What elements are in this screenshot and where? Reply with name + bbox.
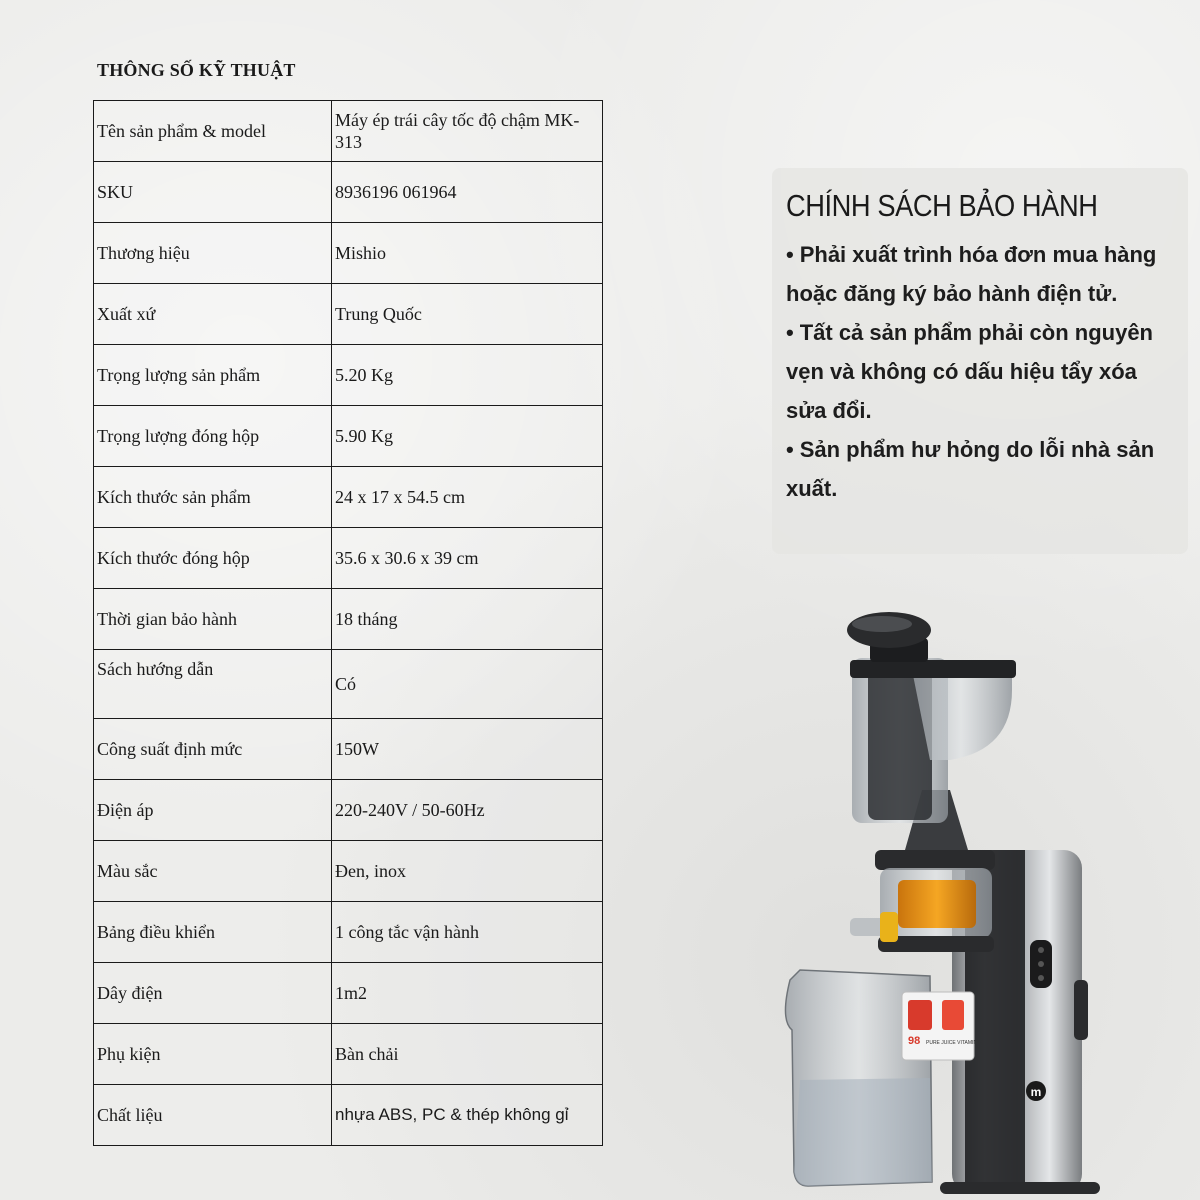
spec-label: Màu sắc: [94, 841, 332, 902]
table-row: [94, 223, 603, 284]
spec-value: 18 tháng: [332, 589, 603, 650]
spec-value: 1m2: [332, 963, 603, 1024]
spec-value: 1 công tắc vận hành: [332, 902, 603, 963]
badge-text: PURE JUICE VITAMINS: [926, 1040, 981, 1046]
table-row: [94, 650, 603, 719]
spec-value: Mishio: [332, 223, 603, 284]
spec-label: Chất liệu: [94, 1085, 332, 1146]
logo-letter: m: [1030, 1085, 1042, 1099]
warranty-item-text: Sản phẩm hư hỏng do lỗi nhà sản xuất.: [786, 437, 1155, 501]
list-item: [786, 313, 1181, 430]
spec-label: Công suất định mức: [94, 719, 332, 780]
spec-value: 5.90 Kg: [332, 406, 603, 467]
warranty-panel: [772, 168, 1188, 554]
spec-value: Bàn chải: [332, 1024, 603, 1085]
table-row: [94, 162, 603, 223]
spec-label: Thời gian bảo hành: [94, 589, 332, 650]
list-item: [786, 235, 1181, 313]
spec-value: 35.6 x 30.6 x 39 cm: [332, 528, 603, 589]
spec-label: Thương hiệu: [94, 223, 332, 284]
bullet: •: [786, 242, 794, 267]
spec-value: 150W: [332, 719, 603, 780]
spec-label: SKU: [94, 162, 332, 223]
warranty-list: [786, 235, 1181, 508]
spec-title: THÔNG SỐ KỸ THUẬT: [97, 60, 296, 80]
spec-label: Tên sản phẩm & model: [94, 101, 332, 162]
spec-label: Điện áp: [94, 780, 332, 841]
badge-number: 98: [908, 1035, 921, 1047]
juicing-bowl: [850, 850, 995, 952]
spec-value: Đen, inox: [332, 841, 603, 902]
table-row: [94, 528, 603, 589]
brand-logo: [1026, 1081, 1046, 1101]
spec-label: Sách hướng dẫn: [94, 650, 332, 719]
control-panel: [1030, 940, 1052, 988]
slow-juicer-image: [780, 600, 1200, 1200]
warranty-item-text: Phải xuất trình hóa đơn mua hàng hoặc đăng ký bảo hành điện tử.: [786, 242, 1157, 306]
spec-label: Trọng lượng sản phẩm: [94, 345, 332, 406]
spec-value: 8936196 061964: [332, 162, 603, 223]
spec-table: [93, 100, 603, 1146]
table-row: [94, 841, 603, 902]
spec-label: Dây điện: [94, 963, 332, 1024]
table-row: [94, 1024, 603, 1085]
spec-label: Trọng lượng đóng hộp: [94, 406, 332, 467]
table-row: [94, 101, 603, 162]
spec-value: 24 x 17 x 54.5 cm: [332, 467, 603, 528]
spec-label: Bảng điều khiển: [94, 902, 332, 963]
table-row: [94, 1085, 603, 1146]
spec-label: Kích thước sản phẩm: [94, 467, 332, 528]
table-row: [94, 345, 603, 406]
spec-label: Phụ kiện: [94, 1024, 332, 1085]
bullet: •: [786, 437, 794, 462]
spec-value: 5.20 Kg: [332, 345, 603, 406]
table-row: [94, 902, 603, 963]
product-badge: [902, 992, 981, 1060]
warranty-item-text: Tất cả sản phẩm phải còn nguyên vẹn và không có dấu hiệu tẩy xóa sửa đổi.: [786, 320, 1153, 423]
spec-value: nhựa ABS, PC & thép không gỉ: [332, 1085, 603, 1146]
table-row: [94, 780, 603, 841]
spec-value: 220-240V / 50-60Hz: [332, 780, 603, 841]
list-item: [786, 430, 1181, 508]
spec-label: Kích thước đóng hộp: [94, 528, 332, 589]
table-row: [94, 719, 603, 780]
feed-chute: [847, 612, 1016, 823]
table-row: [94, 406, 603, 467]
spec-value: Máy ép trái cây tốc độ chậm MK-313: [332, 101, 603, 162]
bullet: •: [786, 320, 794, 345]
spec-value: Có: [332, 650, 603, 719]
table-row: [94, 963, 603, 1024]
spec-value: Trung Quốc: [332, 284, 603, 345]
warranty-title: CHÍNH SÁCH BẢO HÀNH: [786, 188, 1098, 223]
table-row: [94, 589, 603, 650]
spec-label: Xuất xứ: [94, 284, 332, 345]
table-row: [94, 467, 603, 528]
table-row: [94, 284, 603, 345]
